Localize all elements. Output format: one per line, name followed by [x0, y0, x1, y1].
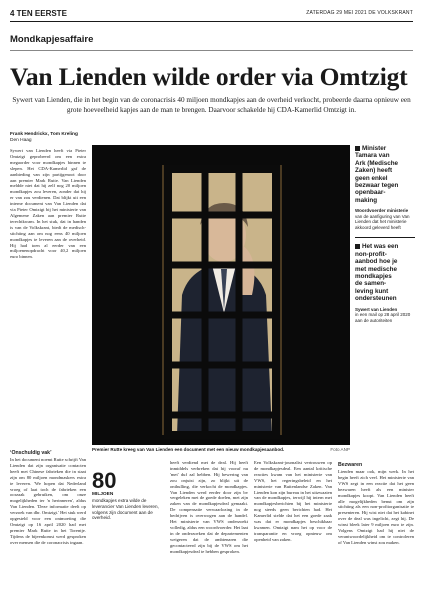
- byline: [10, 132, 78, 144]
- subhead-1: ‘Onschuldig vak’: [10, 450, 52, 456]
- factbox-number: 80: [92, 468, 117, 493]
- body-column-4: [254, 460, 332, 600]
- kicker-rule: [10, 50, 413, 51]
- body-text-4: Een Volkskrant-journalist vertrouwen op de mondkapjesdeal. Een aantal kritische reacties kwam van het ministerie van VWS, het regeringsbeleid en het ministerie van Buitenlandse Zaken. Van Lienden kon zijn bureau in het uitzwaaien van de mondkapjes, terwijl hij intern met mondkapjesberichten bij het ministerie nog steeds geen berichten had. Het Kamerlid stelde dat het een goede zaak was dat er mondkapjes beschikbaar kwamen. Omtzigt nam het op voor de transparantie en vroeg opnieuw om openheid van zaken.: [254, 460, 332, 542]
- authors: Frank Hendrickx, Tom Kreling: [10, 132, 78, 137]
- photo-rutte: [92, 145, 350, 445]
- quote-2-attribution: Sywert van Lienden in een mail op 28 april 2020 aan de autoriteiten: [355, 306, 411, 323]
- photo-credit: Foto ANP: [330, 447, 350, 452]
- body-text-2: In het document noemt Rutte schrijft Van Lienden dat zijn organisatie contacten heeft met Chinese fabrieken die in staat zijn om 80 miljoen mondmaskers extra te leveren. 'We hopen dat Nederland vroeg of laat toch de fabrieken een oorzaak gebruiken, om onze mogelijkheden ter 'n herinneren', aldus Van Lienden. 'Deze informatie deelt op verzoek van dhr. Omtzigt.' Het stuk werd opgesteld voor een ontmoeting die Omtzigt op 16 april 2020 had met premier Mark Rutte in het Torentje. Tijdens de bijeenkomst werd gesproken over mensen die de coronacrisis ingaan.: [10, 457, 86, 545]
- pull-quote-1: Minister Tamara van Ark (Medische Zaken) heeft geen enkel bezwaar tegen openbaar- making: [355, 145, 399, 204]
- sidebar-divider: [355, 237, 415, 238]
- pull-quote-2: Het was een non-profit- aanbod hoe je met medische mondkapjes de samen- leving kunt ondersteunen: [355, 243, 399, 303]
- body-column-5: [338, 460, 414, 600]
- body-column-1b: [10, 448, 86, 600]
- body-text-1: Sywert van Lienden heeft via Pieter Omtzigt geprobeerd om een extra megaorder voor mondkapjes binnen te slepen. Het CDA-Kamerlid gaf de aanbieding van zijn partijgenoot door aan premier Mark Rutte. Van Lienden meldde niet dat hij zelf nog 20 miljoen mondkapjes zou leveren, zonder dat hij er van zou verdienen. Dat blijkt uit een interne document van Van Lienden dat via Pieter Omtzigt bij het ministerie van Algemene Zaken aan premier Rutte terechtkwam. In het stuk, dat in handen is van de Volkskrant, biedt de medisch-stichting aan om nog eens 40 miljoen mondkapjes te leveren aan de overheid. Hij had toen al eerder van een miljoenenopdracht voor 40,2 miljoen euro binnen.: [10, 148, 86, 260]
- newspaper-header: [10, 8, 413, 22]
- lede: Sywert van Lienden, die in het begin van de coronacrisis 40 miljoen mondkapjes aan de overheid verkocht, probeerde daarna opnieuw een grote hoeveelheid kapjes aan de man te brengen. Daarvoor schakelde hij CDA-Kamerlid Omtzigt in.: [12, 96, 411, 114]
- body-column-1: [10, 148, 86, 444]
- photo-caption: [92, 447, 350, 452]
- kicker: Mondkapjesaffaire: [10, 34, 94, 45]
- body-column-3: [170, 460, 248, 600]
- body-text-5: Lienden maar ook, mijn werk. In het begin heeft zich veel. Het ministerie van VWS zegt in een reactie dat het geen bezwaren heeft als een minister mondkapjes koopt. Van Lienden heeft alle mogelijkheden benut om zijn stichting als een non-profitorganisatie te presenteren. Hij wist niet dat het kabinet over de deal was ingelicht, zegt hij. De winst bleek later 9 miljoen euro te zijn. Volgens Omtzigt had hij niet de verantwoordelijkheid om te controleren of Van Lienden winst zou maken.: [338, 469, 414, 545]
- factbox: [92, 470, 164, 521]
- location: Den Haag: [10, 138, 32, 144]
- photo-illustration: [92, 145, 350, 445]
- body-text-3: heeft verdiend met de deal. Hij heeft inmiddels verbreken dat hij vooraf nu 'met' duf zal hebben. Hij bewering van zou onjuist zijn, zo blijkt uit de onthulling, die verkocht de mondkapjes. Van Lienden werd eerder door zijn bv vergeleken met de goede doelen, met zijn zaken van de mondkapjesdeal gemaakt. De compensatie verwaarlozing in de bedrijven is overwogen aan de handel. Het ministerie van VWS onderzoekt volledig, aldus een woordvoerder. Het laat in de onderzoeken dat de departementen weigeren dat de ambtenaren die gecontacteerd zijn bij de VWS om het mondkapjesdeal te hebben gesproken.: [170, 460, 248, 554]
- quote-bullet-icon: [355, 244, 360, 249]
- date-and-paper: ZATERDAG 29 MEI 2021 DE VOLKSKRANT: [306, 10, 413, 16]
- sidebar-quotes: [355, 145, 415, 323]
- subhead-2: Bezwaren: [338, 462, 363, 468]
- caption-text: Premier Rutte kreeg van Van Lienden een document met een nieuw mondkapjesaanbod.: [92, 447, 285, 452]
- header-rule: [10, 21, 413, 22]
- section-label: 4 TEN EERSTE: [10, 9, 67, 18]
- factbox-label: MILJOEN: [92, 492, 114, 497]
- factbox-description: mondkapjes extra wilde de leverancier Van Lienden leveren, volgens zijn document aan de overheid.: [92, 498, 159, 521]
- quote-1-attribution: Woordvoerder ministerie van de aanfiguring van Van Lienden dat het ministerie akkoord geleverd heeft: [355, 208, 410, 231]
- headline: Van Lienden wilde order via Omtzigt: [10, 62, 408, 91]
- quote-bullet-icon: [355, 146, 360, 151]
